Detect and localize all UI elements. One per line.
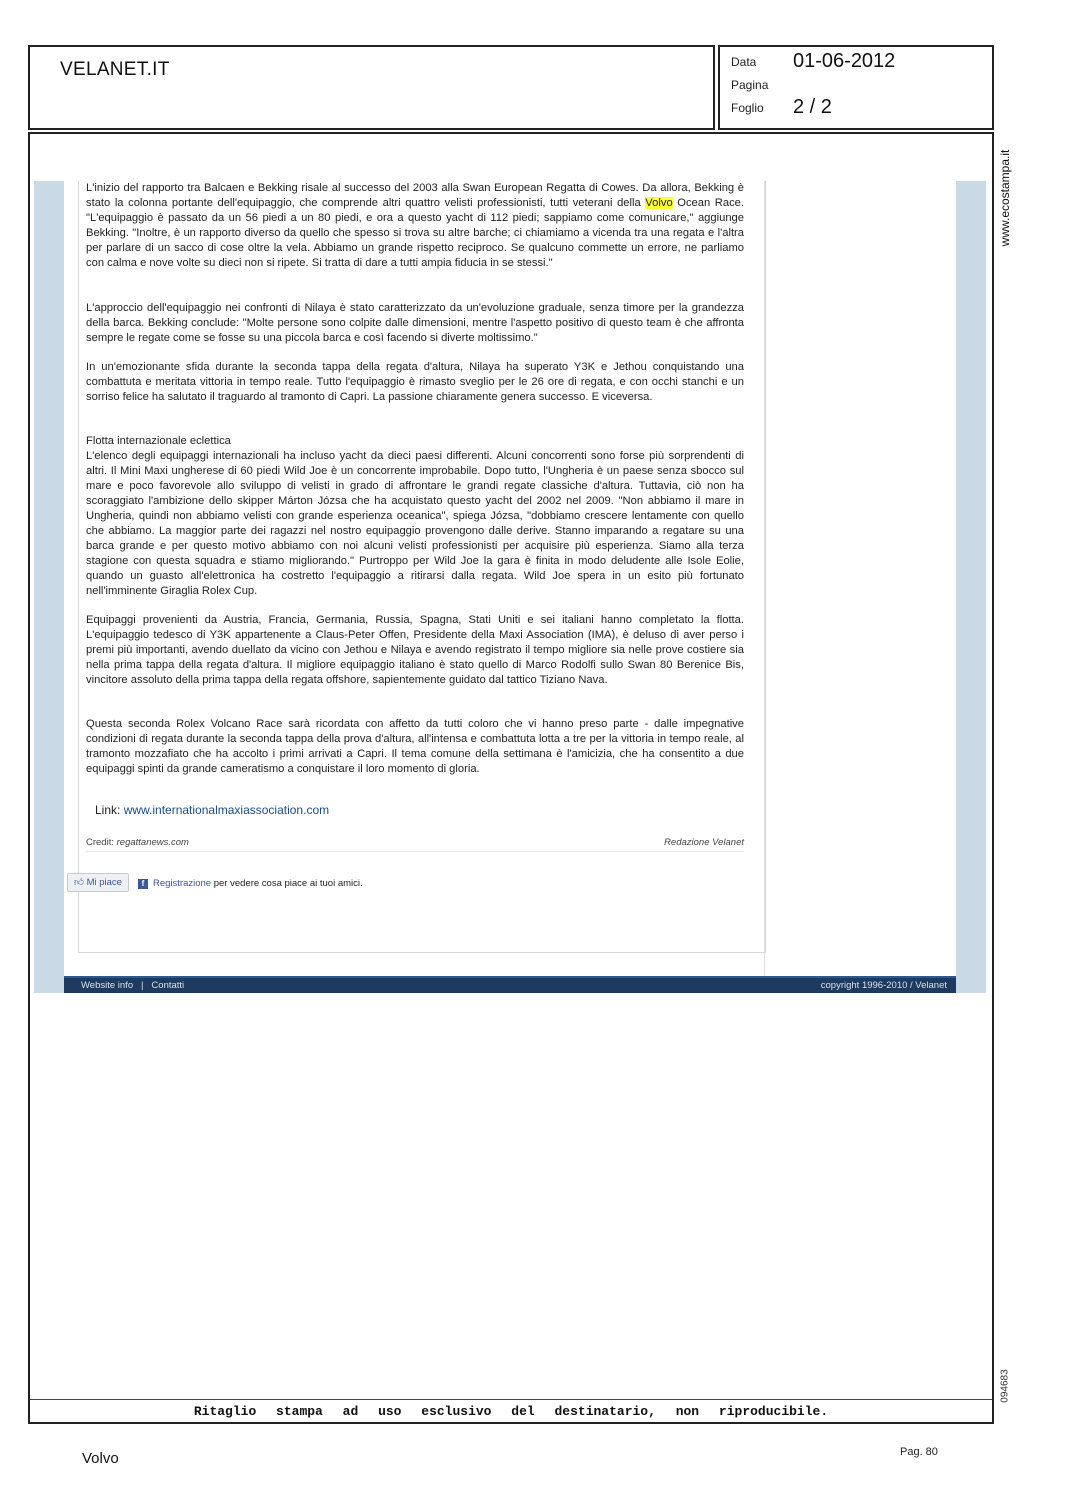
article-link-line	[95, 803, 329, 817]
article-paragraph-6: Questa seconda Rolex Volcano Race sarà ricordata con affetto da tutti coloro che vi hanno preso parte - dalle impegnative condizioni di regata durante la seconda tappa della prova d'altura, all'intensa e combattuta lotta a tre per la vittoria in tempo reale, al tramonto mozzafiato che ha accolto i primi arrivati a Capri. Il tema comune della settimana è l'amicizia, che ha consentito a due equipaggi spinti da grande cameratismo a conquistare il loro momento di gloria.	[86, 718, 744, 775]
register-text: per vedere cosa piace ai tuoi amici.	[211, 878, 363, 889]
article-paragraph-1	[86, 181, 744, 271]
header-meta-box	[718, 45, 994, 130]
bottom-page-number: Pag. 80	[900, 1446, 938, 1458]
highlighted-keyword: Volvo	[645, 197, 673, 209]
paragraph-1-text-continued: Ocean Race. "L'equipaggio è passato da un 56 piedi a un 80 piedi, e ora a questo yacht di 112 piedi; sappiamo come comunicare," aggiunge Bekking. "Inoltre, è un rapporto diverso da quello che spesso si trova su altre barche; ci chiamiamo a vicenda tra una regata e l'altra per parlare di un sacco di cose oltre la vela. Abbiamo un grande rispetto reciproco. Se qualcuno commette un errore, ne parliamo con calma e nove volte su dieci non si ripete. Si tratta di dare a tutti ampia fiducia in se stessi."	[86, 197, 744, 269]
thumbs-up-icon: 👍︎	[74, 877, 84, 888]
contatti-link[interactable]: Contatti	[151, 980, 185, 991]
sheet-value: 2 / 2	[793, 96, 832, 118]
footer-links	[81, 980, 184, 991]
web-page-clip	[34, 181, 986, 993]
article-panel	[78, 181, 766, 953]
disclaimer-text: Ritaglio stampa ad uso esclusivo del destinatario, non riproducibile.	[193, 1404, 829, 1419]
side-code-container	[998, 1365, 1012, 1407]
clipping-code: 094683	[999, 1369, 1011, 1403]
facebook-register-text	[153, 878, 363, 889]
ecostampa-url: www.ecostampa.it	[998, 149, 1012, 247]
facebook-icon: f	[138, 879, 148, 889]
date-value: 01-06-2012	[793, 50, 896, 72]
article-paragraph-4: L'elenco degli equipaggi internazionali ha incluso yacht da dieci paesi differenti. Alcuni concorrenti sono forse più sorprendenti di altri. Il Mini Maxi ungherese di 60 piedi Wild Joe è un concorrente improbabile. Dopo tutto, l'Ungheria è un paese senza sbocco sul mare e poco favorevole allo sviluppo di velisti in grado di affrontare le grandi regate classiche d'altura. Tuttavia, ciò non ha scoraggiato l'ambizione dello skipper Márton Józsa che ha acquistato questo yacht del 2002 nel 2009. "Non abbiamo il mare in Ungheria, quindi non abbiamo velisti con grande esperienza oceanica", spiega Józsa, "dobbiamo crescere lentamente con quello che abbiamo. La maggior parte dei ragazzi nel nostro equipaggio provengono dalle derive. Stanno imparando a regatare su una barca grande e per questo motivo abbiamo con noi alcuni velisti professionisti per acquisire più esperienza. Siamo alla terza stagione con questa squadra e stiamo migliorando." Purtroppo per Wild Joe la gara è finita in modo deludente alle Isole Eolie, quando un guasto all'elettronica ha costretto l'equipaggio a ritirarsi dalla regata. Wild Joe spera in un esito più fortunato nell'imminente Giraglia Rolex Cup.	[86, 450, 744, 597]
disclaimer-divider	[30, 1399, 992, 1400]
article-paragraph-5: Equipaggi provenienti da Austria, Francia, Germania, Russia, Spagna, Stati Uniti e sei italiani hanno completato la flotta. L'equipaggio tedesco di Y3K appartenente a Claus-Peter Offen, Presidente della Maxi Association (IMA), è deluso di aver perso i premi più importanti, avendo duellato da vicino con Jethou e Nilaya e avendo registrato il tempo migliore sia nelle prove costiere sia nella prima tappa della regata d'altura. Il migliore equipaggio italiano è stato quello di Marco Rodolfi sullo Swan 80 Berenice Bis, vincitore assoluto della prima tappa della regata offshore, sapientemente guidato dal tattico Tiziano Nava.	[86, 614, 744, 686]
web-page-content	[64, 181, 956, 991]
side-url-container	[998, 148, 1012, 248]
like-label: Mi piace	[86, 877, 122, 888]
bottom-brand: Volvo	[82, 1450, 119, 1467]
page-label: Pagina	[731, 78, 769, 92]
header-publication-box	[28, 45, 715, 130]
footer-separator: |	[141, 980, 144, 991]
date-label: Data	[731, 55, 757, 69]
paragraph-1-text: L'inizio del rapporto tra Balcaen e Bekking risale al successo del 2003 alla Swan European Regatta di Cowes. Da allora, Bekking è stato la colonna portante dell'equipaggio, che comprende altri quattro velisti professionisti, tutti veterani della	[86, 182, 744, 209]
credit-line	[86, 837, 744, 852]
article-paragraph-2: L'approccio dell'equipaggio nei confronti di Nilaya è stato caratterizzato da un'evoluzione graduale, senza timore per la grandezza della barca. Bekking conclude: "Molte persone sono colpite dalle dimensioni, mentre l'aspetto positivo di questo team è che affronta sempre le regate come se fosse su una piccola barca e così facendo si diverte moltissimo."	[86, 302, 744, 344]
credit-left	[86, 837, 189, 848]
credit-label: Credit:	[86, 837, 117, 848]
maxi-association-link[interactable]: www.internationalmaxiassociation.com	[123, 803, 330, 817]
article-paragraph-3: In un'emozionante sfida durante la seconda tappa della regata d'altura, Nilaya ha superato Y3K e Jethou conquistando una combattuta e meritata vittoria in tempo reale. Tutto l'equipaggio è rimasto sveglio per le 26 ore di regata, e con occhi stanchi e un sorriso felice ha salutato il traguardo al tramonto di Capri. La passione chiaramente genera successo. E viceversa.	[86, 361, 744, 403]
credit-author: Redazione Velanet	[664, 837, 744, 848]
article-subheading: Flotta internazionale eclettica	[86, 435, 231, 447]
link-label: Link:	[95, 803, 124, 817]
footer-copyright: copyright 1996-2010 / Velanet	[820, 980, 947, 991]
credit-source: regattanews.com	[116, 837, 189, 848]
register-link[interactable]: Registrazione	[153, 878, 212, 889]
site-footer	[64, 976, 956, 993]
publication-name: VELANET.IT	[60, 59, 170, 80]
website-info-link[interactable]: Website info	[81, 980, 134, 991]
like-button[interactable]	[67, 873, 129, 892]
sheet-label: Foglio	[731, 101, 764, 115]
